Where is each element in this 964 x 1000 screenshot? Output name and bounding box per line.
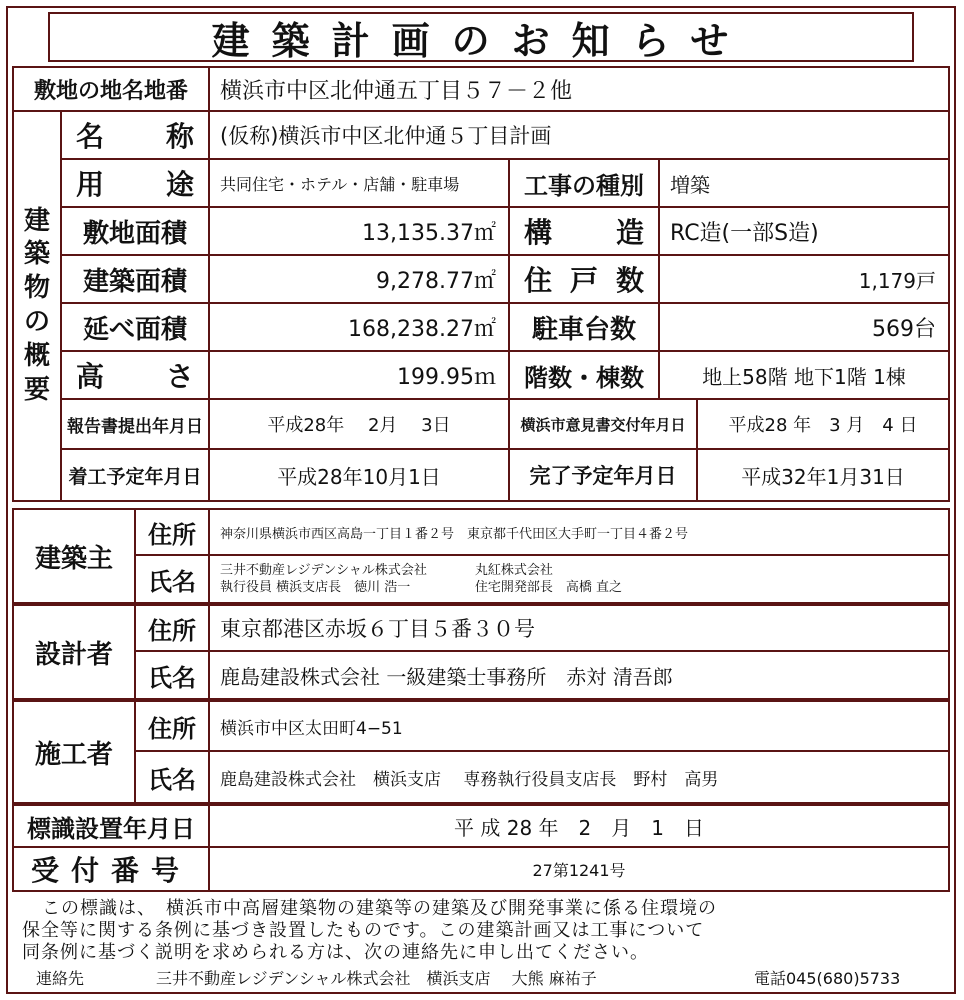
owner-org-1: 三井不動産レジデンシャル株式会社	[220, 563, 427, 578]
contractor-address-label: 住所	[134, 700, 210, 752]
owner-address: 神奈川県横浜市西区高島一丁目１番２号 東京都千代田区大手町一丁目４番２号	[208, 508, 950, 556]
work-type-label: 工事の種別	[508, 158, 660, 208]
units-label: 住 戸 数	[508, 254, 660, 304]
owner-name-label: 氏名	[134, 554, 210, 604]
opinion-date-label: 横浜市意見書交付年月日	[508, 398, 698, 450]
use-value: 共同住宅・ホテル・店舗・駐車場	[208, 158, 510, 208]
contractor-name-label: 氏名	[134, 750, 210, 804]
parking-value: 569台	[658, 302, 950, 352]
designer-address: 東京都港区赤坂６丁目５番３０号	[208, 604, 950, 652]
overview-label: 建 築 物 の 概 要	[12, 110, 62, 502]
contractor-label: 施工者	[12, 700, 136, 804]
notice-line-3: 同条例に基づく説明を求められる方は、次の連絡先に申し出てください。	[22, 942, 649, 963]
notice-line-1: この標識は、 横浜市中高層建築物の建築等の建築及び開発事業に係る住環境の	[42, 898, 717, 919]
start-date-label: 着工予定年月日	[60, 448, 210, 502]
structure-value: RC造(一部S造)	[658, 206, 950, 256]
owner-label: 建築主	[12, 508, 136, 604]
end-date-value: 平成32年1月31日	[696, 448, 950, 502]
receipt-label: 受付番号	[12, 846, 210, 892]
designer-name-label: 氏名	[134, 650, 210, 700]
report-date-value: 平成28年 2月 3日	[208, 398, 510, 450]
site-value: 横浜市中区北仲通五丁目５７－２他	[208, 66, 950, 112]
report-date-label: 報告書提出年月日	[60, 398, 210, 450]
owner-address-label: 住所	[134, 508, 210, 556]
name-value: (仮称)横浜市中区北仲通５丁目計画	[208, 110, 950, 160]
work-type-value: 増築	[658, 158, 950, 208]
notice-board	[6, 6, 956, 994]
site-area-value: 13,135.37㎡	[208, 206, 510, 256]
parking-label: 駐車台数	[508, 302, 660, 352]
height-value: 199.95ｍ	[208, 350, 510, 400]
owner-names	[208, 554, 950, 604]
owner-rep-2: 住宅開発部長 高橋 直之	[474, 580, 622, 595]
use-label: 用 途	[60, 158, 210, 208]
opinion-date-value: 平成28 年 3 月 4 日	[696, 398, 950, 450]
sign-date-label: 標識設置年月日	[12, 804, 210, 848]
floors-label: 階数・棟数	[508, 350, 660, 400]
name-label: 名 称	[60, 110, 210, 160]
page-title: 建築計画のお知らせ	[48, 12, 914, 62]
floors-value: 地上58階 地下1階 1棟	[658, 350, 950, 400]
designer-label: 設計者	[12, 604, 136, 700]
building-area-value: 9,278.77㎡	[208, 254, 510, 304]
designer-name: 鹿島建設株式会社 一級建築士事務所 赤対 清吾郎	[208, 650, 950, 700]
site-label: 敷地の地名地番	[12, 66, 210, 112]
owner-org-2: 丸紅株式会社	[474, 563, 553, 578]
floor-area-label: 延べ面積	[60, 302, 210, 352]
owner-rep-1: 執行役員 横浜支店長 徳川 浩一	[220, 580, 411, 595]
receipt-value: 27第1241号	[208, 846, 950, 892]
sign-date-value: 平 成 28 年 2 月 1 日	[208, 804, 950, 848]
site-area-label: 敷地面積	[60, 206, 210, 256]
end-date-label: 完了予定年月日	[508, 448, 698, 502]
building-area-label: 建築面積	[60, 254, 210, 304]
designer-address-label: 住所	[134, 604, 210, 652]
start-date-value: 平成28年10月1日	[208, 448, 510, 502]
contact-label: 連絡先	[36, 969, 85, 988]
notice-line-2: 保全等に関する条例に基づき設置したものです。この建築計画又は工事について	[22, 920, 705, 941]
structure-label: 構 造	[508, 206, 660, 256]
contractor-name: 鹿島建設株式会社 横浜支店 専務執行役員支店長 野村 高男	[208, 750, 950, 804]
contact-company: 三井不動産レジデンシャル株式会社 横浜支店 大熊 麻祐子	[156, 969, 597, 988]
units-value: 1,179戸	[658, 254, 950, 304]
contact-phone: 電話045(680)5733	[754, 969, 901, 988]
height-label: 高 さ	[60, 350, 210, 400]
contractor-address: 横浜市中区太田町4−51	[208, 700, 950, 752]
floor-area-value: 168,238.27㎡	[208, 302, 510, 352]
